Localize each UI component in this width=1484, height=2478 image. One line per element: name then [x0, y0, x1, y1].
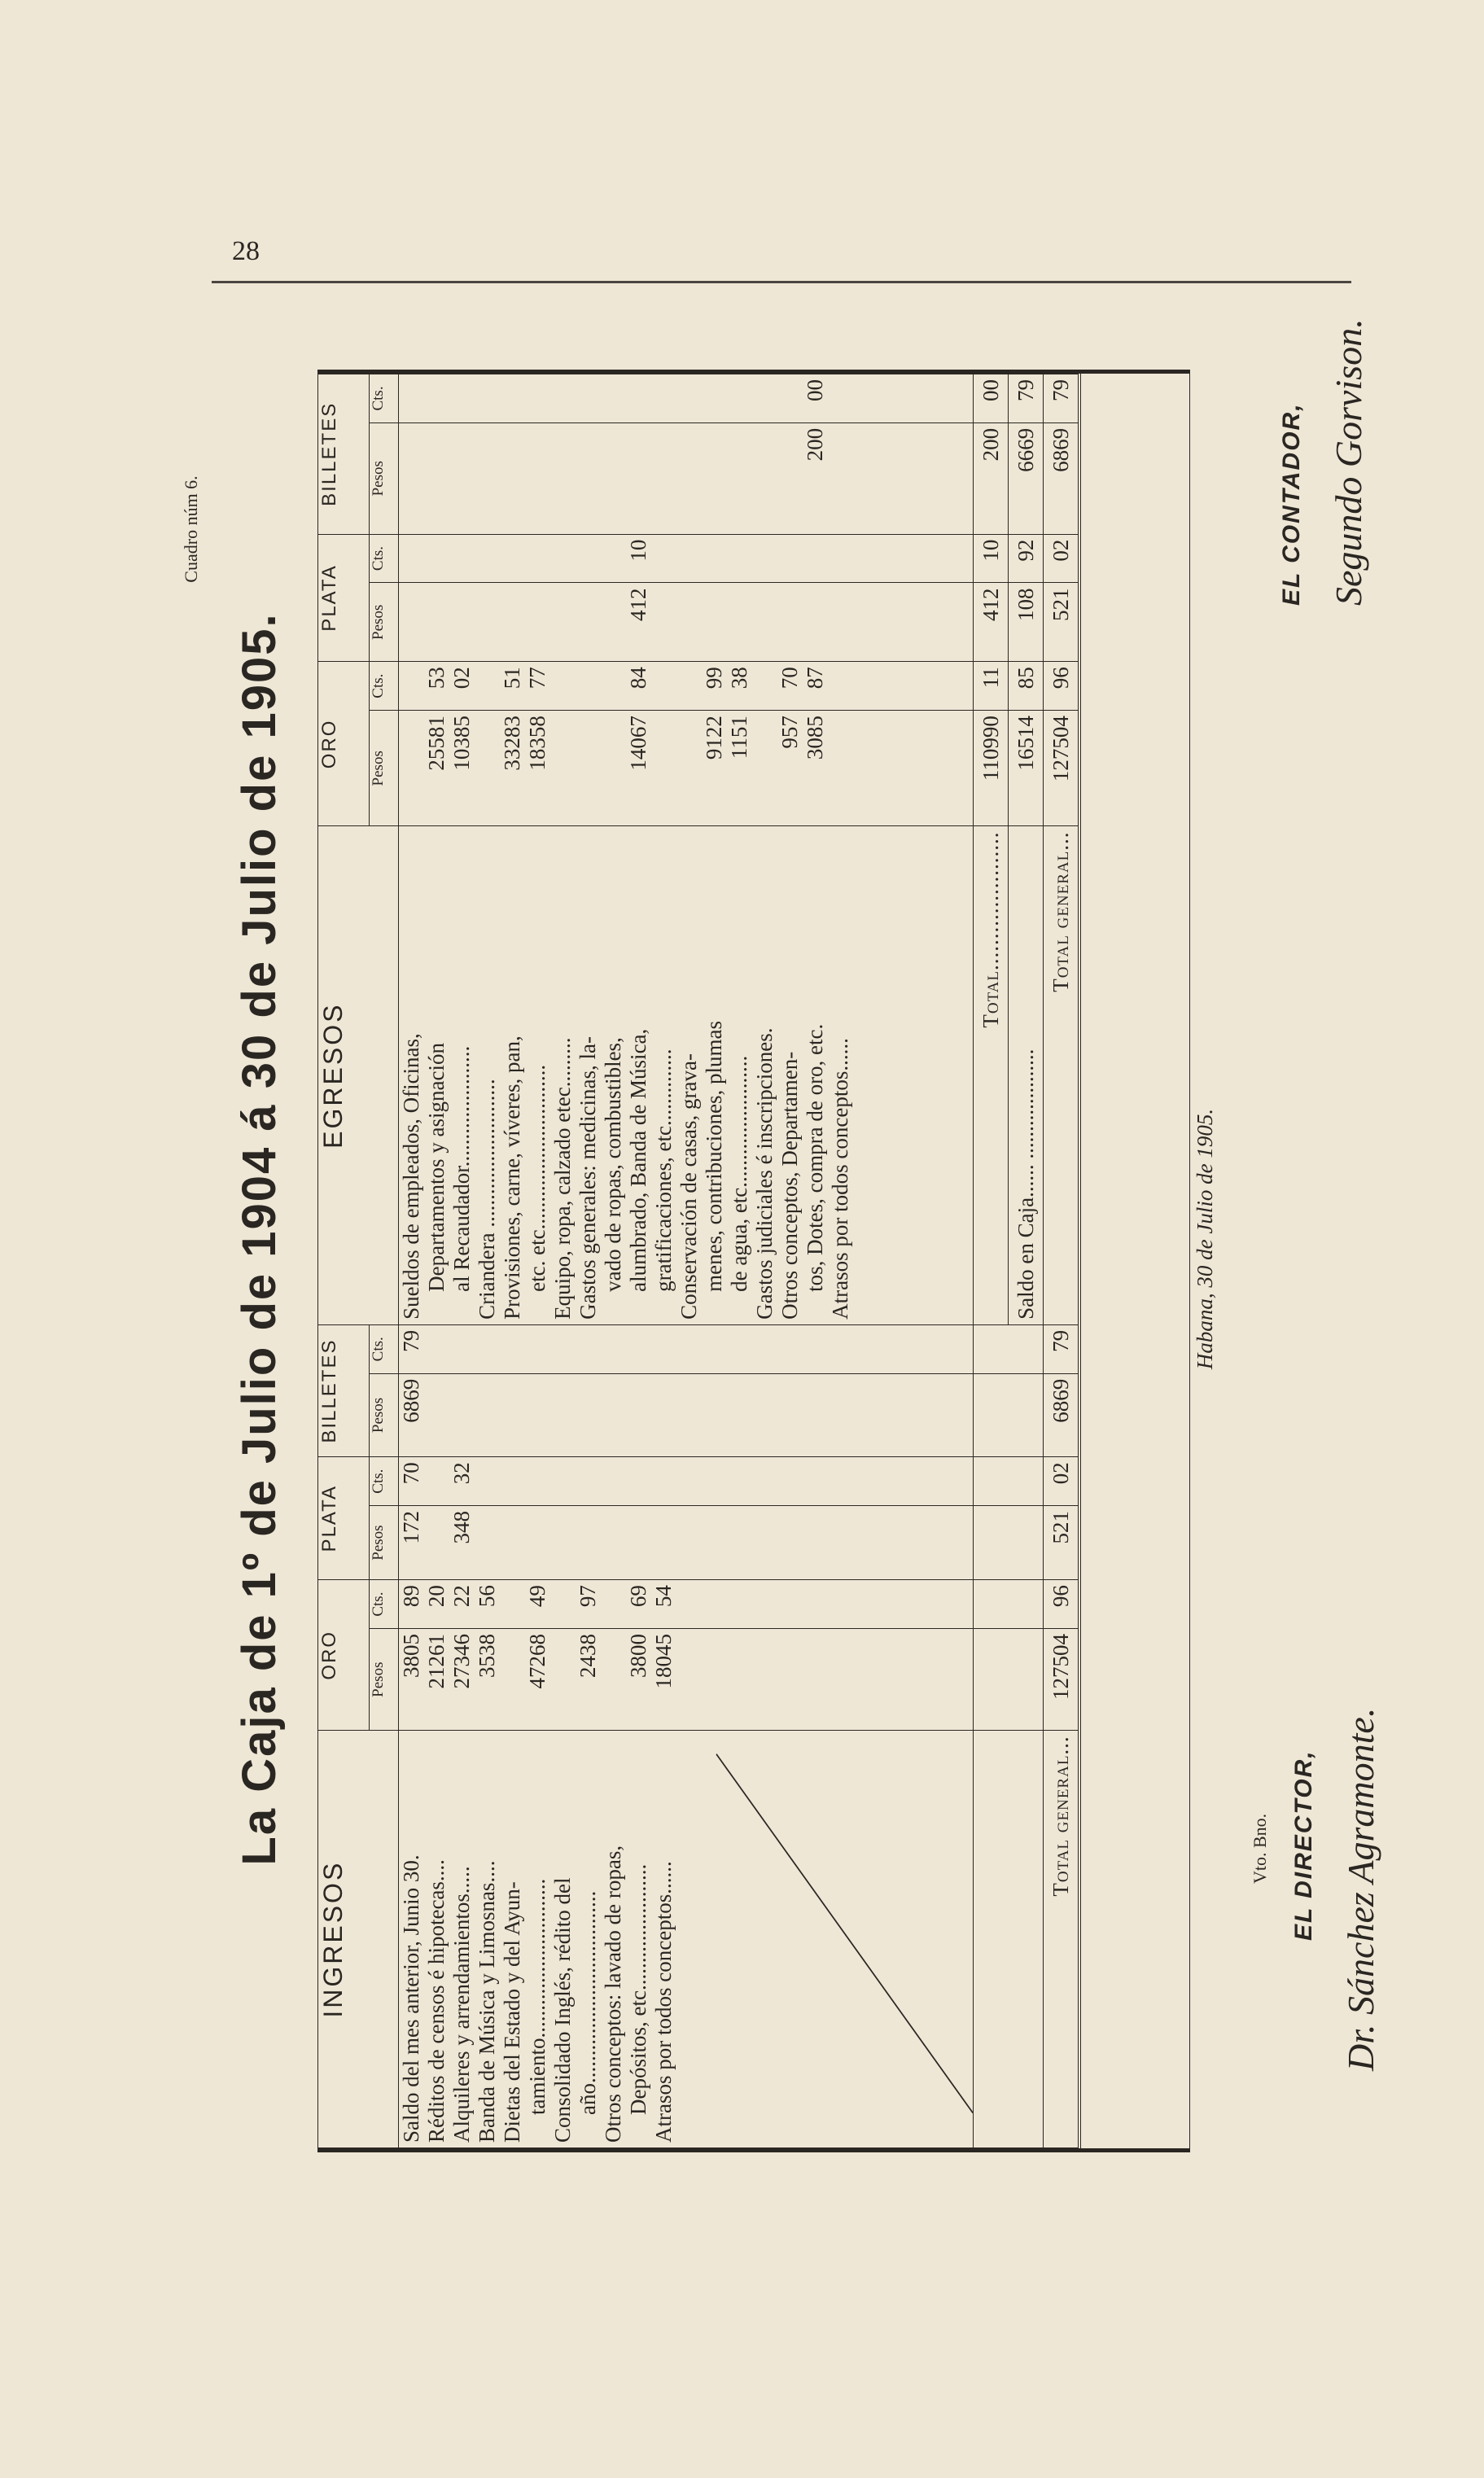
amount: 22	[449, 1585, 474, 1608]
amount: 89	[398, 1585, 423, 1608]
ingresos-total-plata-pesos: 521	[1043, 1506, 1079, 1580]
ledger-body-row	[398, 374, 973, 2148]
amount	[601, 379, 626, 418]
ingresos-spacer	[973, 1731, 1043, 2148]
egresos-line: etc. etc..............................	[524, 1064, 549, 1292]
egresos-total-plata-pesos: 412	[973, 583, 1008, 662]
amount	[500, 1634, 525, 1725]
amount	[576, 588, 601, 656]
egresos-line: Criandera ...........................	[474, 1079, 499, 1320]
amount: 69	[625, 1585, 650, 1608]
amount	[576, 428, 601, 529]
empty-cell	[973, 1324, 1043, 1373]
egresos-grand-billetes-cts: 79	[1043, 374, 1079, 423]
amount	[601, 1634, 626, 1725]
amount	[500, 428, 525, 529]
ingresos-billetes-pesos	[398, 1373, 973, 1457]
egresos-descriptions	[398, 826, 973, 1324]
egresos-total-oro-cts: 11	[973, 662, 1008, 711]
amount	[525, 540, 550, 578]
amount	[651, 428, 676, 529]
ingresos-plata-header: PLATA	[318, 1457, 369, 1580]
amount	[424, 379, 449, 418]
page-title: La Caja de 1º de Julio de 1904 á 30 de Julio de 1905.	[233, 612, 286, 1866]
empty-cell	[973, 1457, 1043, 1506]
egresos-plata-header: PLATA	[318, 534, 369, 662]
amount	[550, 716, 576, 821]
amount: 21261	[423, 1634, 449, 1689]
amount	[424, 428, 449, 529]
amount	[500, 540, 525, 578]
page-number: 28	[232, 236, 260, 266]
amount: 47268	[524, 1634, 549, 1689]
amount	[399, 379, 424, 418]
amount	[777, 428, 803, 529]
amount: 10385	[449, 716, 474, 771]
amount	[576, 716, 601, 821]
egresos-line: tos, Dotes, compra de oro, etc.	[802, 1023, 827, 1292]
vto-bno: Vto. Bno.	[1250, 1813, 1270, 1884]
cuadro-label: Cuadro núm 6.	[181, 475, 201, 583]
amount	[449, 588, 475, 656]
amount	[651, 667, 676, 705]
egresos-grand-plata-pesos: 521	[1043, 583, 1079, 662]
ingresos-line: Consolidado Inglés, rédito del	[549, 1877, 575, 2143]
ingresos-billetes-header: BILLETES	[318, 1324, 369, 1456]
amount: 02	[449, 667, 474, 690]
amount	[475, 379, 500, 418]
amount	[449, 540, 475, 578]
amount	[676, 667, 702, 705]
amount	[601, 1585, 626, 1623]
egresos-line: gratificaciones, etc..............	[650, 1049, 676, 1292]
ingresos-oro-header: ORO	[318, 1580, 369, 1731]
amount: 3538	[474, 1634, 499, 1678]
amount: 53	[423, 667, 449, 690]
amount: 9122	[701, 716, 726, 760]
amount: 77	[524, 667, 549, 690]
amount	[752, 667, 777, 705]
amount: 27346	[449, 1634, 474, 1689]
amount: 348	[449, 1511, 474, 1544]
saldo-plata-cts: 92	[1008, 534, 1043, 583]
egresos-grand-billetes-pesos: 6869	[1043, 422, 1079, 534]
amount	[752, 428, 777, 529]
egresos-total-row	[973, 374, 1008, 2148]
pesos-header: Pesos	[369, 583, 398, 662]
amount: 412	[625, 588, 650, 621]
cts-header: Cts.	[369, 534, 398, 583]
amount	[727, 379, 752, 418]
amount	[424, 588, 449, 656]
egresos-grand-label: Total general...	[1043, 826, 1079, 1324]
contador-role: EL CONTADOR,	[1278, 402, 1305, 606]
amount: 33283	[499, 716, 524, 771]
amount	[475, 540, 500, 578]
pesos-header: Pesos	[369, 711, 398, 826]
amount	[525, 428, 550, 529]
pesos-header: Pesos	[369, 422, 398, 534]
pesos-header: Pesos	[369, 1629, 398, 1731]
amount: 70	[777, 667, 802, 690]
saldo-label: Saldo en Caja...... ....................	[1008, 826, 1043, 1324]
amount: 3085	[802, 716, 827, 760]
empty-cell	[973, 1580, 1043, 1629]
amount: 957	[777, 716, 802, 749]
amount: 97	[575, 1585, 600, 1608]
amount	[601, 667, 626, 705]
amount: 38	[726, 667, 751, 690]
egresos-line: al Recaudador......................	[449, 1045, 474, 1292]
contador-signature: Segundo Gorvison.	[1328, 318, 1369, 606]
amount	[550, 379, 576, 418]
amount	[601, 588, 626, 656]
ingresos-line: Saldo del mes anterior, Junio 30.	[398, 1854, 423, 2143]
egresos-grand-oro-pesos: 127504	[1043, 711, 1079, 826]
egresos-line: menes, contribuciones, plumas	[701, 1020, 726, 1292]
cts-header: Cts.	[369, 1324, 398, 1373]
egresos-line: Sueldos de empleados, Oficinas,	[398, 1033, 423, 1320]
amount	[601, 540, 626, 578]
amount	[601, 716, 626, 821]
amount	[651, 716, 676, 821]
cts-header: Cts.	[369, 374, 398, 423]
pesos-header: Pesos	[369, 1506, 398, 1580]
egresos-billetes-cts	[398, 374, 973, 423]
amount: 51	[499, 667, 524, 690]
amount	[550, 1634, 576, 1725]
pesos-header: Pesos	[369, 1373, 398, 1457]
amount	[651, 379, 676, 418]
egresos-oro-cts	[398, 662, 973, 711]
amount	[576, 540, 601, 578]
amount	[550, 1585, 576, 1623]
amount	[424, 1511, 449, 1574]
ingresos-total-billetes-cts: 79	[1043, 1324, 1079, 1373]
amount	[676, 716, 702, 821]
ingresos-total-label: Total general...	[1043, 1731, 1079, 2148]
amount: 25581	[423, 716, 449, 771]
amount	[626, 379, 651, 418]
amount: 2438	[575, 1634, 600, 1678]
amount	[424, 1462, 449, 1500]
egresos-line: de agua, etc........................	[726, 1055, 751, 1292]
amount	[576, 667, 601, 705]
amount: 14067	[625, 716, 650, 771]
amount	[525, 379, 550, 418]
amount: 84	[625, 667, 650, 690]
cts-header: Cts.	[369, 1457, 398, 1506]
amount	[424, 540, 449, 578]
ingresos-total-billetes-pesos: 6869	[1043, 1373, 1079, 1457]
cts-header: Cts.	[369, 1580, 398, 1629]
amount	[777, 379, 803, 418]
ingresos-plata-cts	[398, 1457, 973, 1506]
amount	[752, 716, 777, 821]
egresos-plata-pesos	[398, 583, 973, 662]
egresos-total-billetes-cts: 00	[973, 374, 1008, 423]
egresos-line: Departamentos y asignación	[423, 1042, 449, 1292]
amount	[449, 428, 475, 529]
amount	[550, 667, 576, 705]
amount	[550, 428, 576, 529]
amount	[626, 428, 651, 529]
egresos-billetes-pesos	[398, 422, 973, 534]
amount: 56	[474, 1585, 499, 1608]
amount: 49	[524, 1585, 549, 1608]
amount	[475, 667, 500, 705]
egresos-oro-header: ORO	[318, 662, 369, 826]
amount: 10	[625, 539, 650, 562]
empty-cell	[973, 1629, 1043, 1731]
ingresos-plata-pesos	[398, 1506, 973, 1580]
amount: 18358	[524, 716, 549, 771]
grand-total-row	[1043, 374, 1079, 2148]
egresos-line: Gastos judiciales é inscripciones.	[751, 1027, 777, 1320]
amount	[500, 379, 525, 418]
ingresos-line: tamiento.............................	[524, 1878, 549, 2115]
amount: 79	[398, 1329, 423, 1352]
amount	[399, 716, 424, 821]
amount	[676, 428, 702, 529]
ledger	[317, 370, 1190, 2152]
ingresos-line: año...................................	[575, 1890, 600, 2115]
ingresos-diagonal-rule	[399, 1731, 973, 2147]
header-row-currency	[318, 374, 369, 2148]
amount: 70	[398, 1462, 423, 1485]
egresos-billetes-header: BILLETES	[318, 374, 369, 535]
amount	[475, 588, 500, 656]
amount: 00	[802, 379, 827, 401]
egresos-line: Provisiones, carne, víveres, pan,	[499, 1035, 524, 1320]
ingresos-line: Réditos de censos é hipotecas....	[423, 1859, 449, 2143]
ledger-table	[318, 374, 1081, 2148]
amount	[576, 379, 601, 418]
ingresos-oro-pesos	[398, 1629, 973, 1731]
amount	[500, 588, 525, 656]
ingresos-oro-cts	[398, 1580, 973, 1629]
ingresos-line: Atrasos por todos conceptos......	[650, 1861, 676, 2143]
empty-cell	[973, 1373, 1043, 1457]
amount	[399, 428, 424, 529]
ingresos-line: Depósitos, etc.......................	[625, 1863, 650, 2115]
amount	[525, 588, 550, 656]
egresos-total-billetes-pesos: 200	[973, 422, 1008, 534]
egresos-grand-plata-cts: 02	[1043, 534, 1079, 583]
amount: 1151	[726, 716, 751, 760]
egresos-oro-pesos	[398, 711, 973, 826]
amount: 172	[398, 1511, 423, 1544]
ingresos-line: Banda de Música y Limosnas....	[474, 1860, 499, 2143]
ingresos-total-plata-cts: 02	[1043, 1457, 1079, 1506]
egresos-line: Equipo, ropa, calzado etec.........	[549, 1037, 575, 1320]
amount: 3800	[625, 1634, 650, 1678]
ingresos-billetes-cts	[398, 1324, 973, 1373]
egresos-header: EGRESOS	[318, 826, 398, 1324]
amount	[399, 540, 424, 578]
egresos-plata-cts	[398, 534, 973, 583]
amount: 3805	[398, 1634, 423, 1678]
amount	[702, 379, 727, 418]
amount	[727, 428, 752, 529]
saldo-billetes-cts: 79	[1008, 374, 1043, 423]
egresos-line: Otros conceptos, Departamen-	[777, 1051, 802, 1320]
ingresos-line: Otros conceptos: lavado de ropas,	[600, 1845, 625, 2143]
saldo-plata-pesos: 108	[1008, 583, 1043, 662]
amount: 99	[701, 667, 726, 690]
egresos-line: Atrasos por todos conceptos......	[827, 1038, 852, 1320]
egresos-total-plata-cts: 10	[973, 534, 1008, 583]
amount	[676, 379, 702, 418]
amount: 32	[449, 1462, 474, 1485]
ingresos-descriptions	[398, 1731, 973, 2148]
amount	[399, 588, 424, 656]
amount: 54	[650, 1585, 676, 1608]
amount: 18045	[650, 1634, 676, 1689]
ingresos-header: INGRESOS	[318, 1731, 398, 2148]
date-line: Habana, 30 de Julio de 1905.	[1193, 1108, 1217, 1370]
egresos-grand-oro-cts: 96	[1043, 662, 1079, 711]
amount	[475, 716, 500, 821]
amount: 200	[802, 427, 827, 462]
egresos-total-label: Total......................	[973, 826, 1008, 1324]
ingresos-total-oro-cts: 96	[1043, 1580, 1079, 1629]
ingresos-total-oro-pesos: 127504	[1043, 1629, 1079, 1731]
saldo-oro-pesos: 16514	[1008, 711, 1043, 826]
diagonal-line	[716, 1754, 973, 2113]
amount	[475, 428, 500, 529]
cts-header: Cts.	[369, 662, 398, 711]
amount: 6869	[398, 1378, 423, 1423]
ingresos-line: Dietas del Estado y del Ayun-	[499, 1881, 524, 2143]
amount: 87	[802, 667, 827, 690]
empty-cell	[973, 1506, 1043, 1580]
saldo-oro-cts: 85	[1008, 662, 1043, 711]
saldo-billetes-pesos: 6669	[1008, 422, 1043, 534]
amount	[702, 428, 727, 529]
egresos-line: Gastos generales: medicinas, la-	[575, 1035, 600, 1320]
amount	[449, 379, 475, 418]
egresos-line: alumbrado, Banda de Música,	[625, 1028, 650, 1292]
amount	[752, 379, 777, 418]
amount	[550, 540, 576, 578]
egresos-line: Conservación de casas, grava-	[676, 1053, 701, 1320]
amount	[399, 667, 424, 705]
amount: 20	[423, 1585, 449, 1608]
amount	[550, 588, 576, 656]
amount	[500, 1585, 525, 1623]
egresos-line: vado de ropas, combustibles,	[600, 1037, 625, 1292]
egresos-total-oro-pesos: 110990	[973, 711, 1008, 826]
director-signature: Dr. Sánchez Agramonte.	[1340, 1707, 1381, 2071]
amount	[601, 428, 626, 529]
ingresos-line: Alquileres y arrendamientos.....	[449, 1866, 474, 2143]
director-role: EL DIRECTOR,	[1290, 1749, 1317, 1941]
